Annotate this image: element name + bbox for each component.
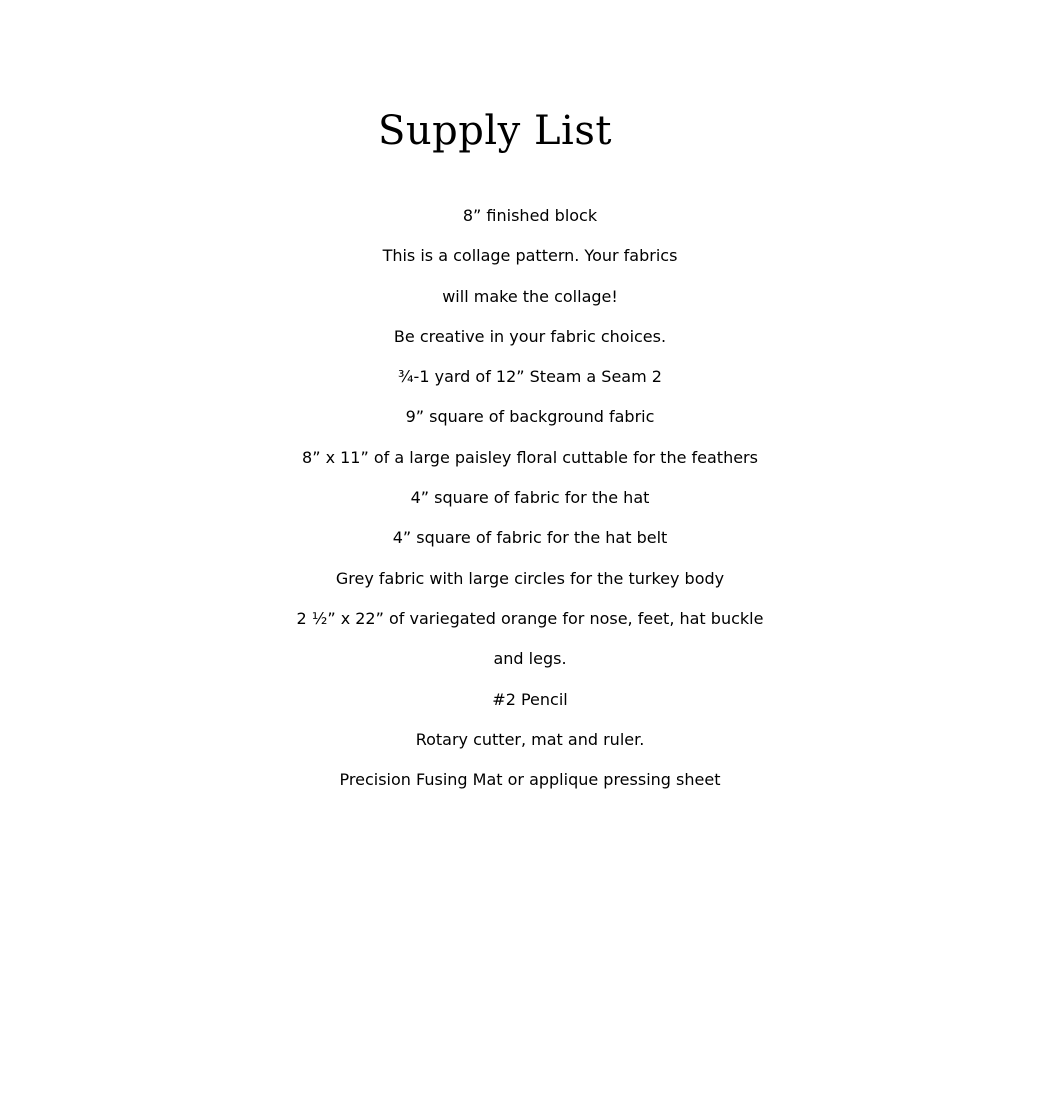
supply-line: 8” finished block (462, 206, 598, 225)
supply-line: Precision Fusing Mat or applique pressing sheet (339, 770, 721, 790)
supply-line: This is a collage pattern. Your fabrics (382, 246, 678, 266)
page-title: Supply List (378, 108, 612, 154)
supply-line: and legs. (493, 649, 567, 669)
supply-line: #2 Pencil (492, 689, 568, 709)
supply-list (0, 196, 1060, 800)
supply-line: 4” square of fabric for the hat (410, 488, 650, 508)
supply-line: will make the collage! (442, 286, 618, 306)
supply-line: Rotary cutter, mat and ruler. (415, 729, 645, 749)
supply-line: ¾-1 yard of 12” Steam a Seam 2 (398, 367, 662, 387)
supply-line: 9” square of background fabric (405, 407, 655, 427)
supply-line: Grey fabric with large circles for the turkey body (335, 568, 725, 588)
supply-line: Be creative in your fabric choices. (393, 326, 667, 346)
supply-line: 2 ½” x 22” of variegated orange for nose, feet, hat buckle (296, 608, 764, 628)
supply-line: 8” x 11” of a large paisley floral cuttable for the feathers (302, 447, 758, 467)
supply-line: 4” square of fabric for the hat belt (392, 528, 668, 548)
